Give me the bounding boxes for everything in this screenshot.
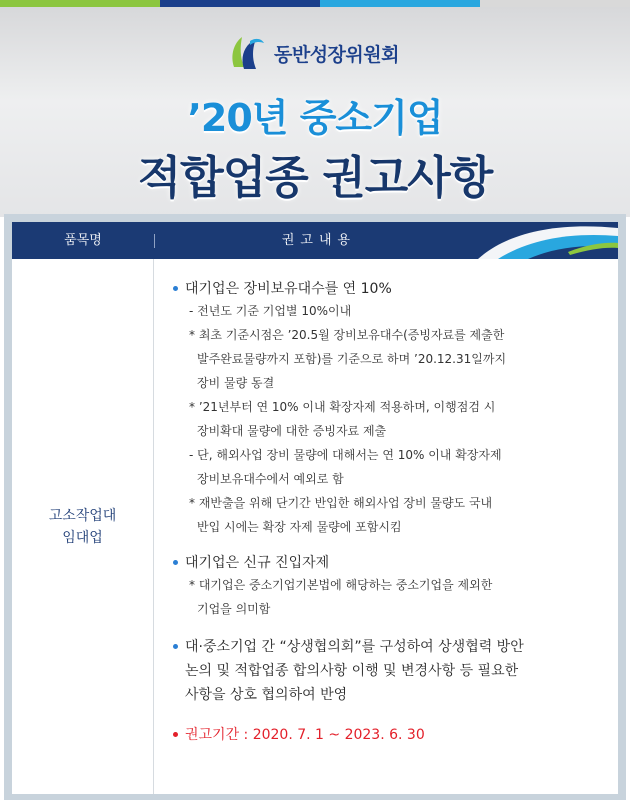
bullet-expansion-limit: 대기업은 장비보유대수를 연 10% (173, 279, 618, 299)
sub-note: - 전년도 기준 기업별 10%이내 (189, 304, 352, 318)
hero-banner (0, 7, 630, 217)
sub-note: 장비 물량 동결 (197, 376, 275, 390)
content-frame (4, 214, 626, 800)
bullet-new-entry: 대기업은 신규 진입자제 (173, 553, 618, 573)
recommendation-period: 권고기간 : 2020. 7. 1 ~ 2023. 6. 30 (173, 725, 618, 745)
bullet-council-line: 사항을 상호 협의하여 반영 (185, 687, 348, 703)
recommendation-table (12, 222, 618, 794)
table-header (12, 222, 618, 259)
org-logo (226, 31, 399, 75)
sub-note: * 재반출을 위해 단기간 반입한 해외사업 장비 물량도 국내 (189, 496, 493, 510)
sub-note: 장비확대 물량에 대한 증빙자료 제출 (197, 424, 387, 438)
header-item-name: 품목명 (64, 233, 102, 248)
recommendation-content-cell (155, 259, 618, 794)
sub-note: 반입 시에는 확장 자제 물량에 포함시킴 (197, 520, 402, 534)
bullet-council-line: 논의 및 적합업종 합의사항 이행 및 변경사항 등 필요한 (185, 663, 519, 679)
sub-note: 기업을 의미함 (197, 602, 271, 616)
sub-note: * 최초 기준시점은 ’20.5월 장비보유대수(증빙자료를 제출한 (189, 328, 505, 342)
sub-note: * ’21년부터 연 10% 이내 확장자제 적용하며, 이행점검 시 (189, 400, 496, 414)
header-content: 권고내용 (281, 233, 357, 248)
sub-note: 발주완료물량까지 포함)를 기준으로 하며 ’20.12.31일까지 (197, 352, 507, 366)
item-name-line1: 고소작업대 (48, 507, 117, 524)
item-name-cell (12, 259, 154, 794)
strip-gray (480, 0, 630, 7)
title-recommendation: 적합업종 권고사항 (137, 151, 493, 204)
sub-note: * 대기업은 중소기업기본법에 해당하는 중소기업을 제외한 (189, 578, 493, 592)
strip-navy (160, 0, 320, 7)
org-name: 동반성장위원회 (274, 43, 399, 66)
sub-note: 장비보유대수에서 예외로 함 (197, 472, 344, 486)
sub-note: - 단, 해외사업 장비 물량에 대해서는 연 10% 이내 확장자제 (189, 448, 502, 462)
title-year-sme: ’20년 중소기업 (187, 96, 443, 140)
wave-decoration-icon (458, 222, 618, 259)
bullet-council-line: 대·중소기업 간 “상생협의회”를 구성하여 상생협력 방안 (173, 635, 618, 659)
kcgp-leaf-logo-icon (226, 33, 266, 73)
item-name-line2: 임대업 (62, 529, 103, 546)
top-color-strip (0, 0, 630, 7)
strip-green (0, 0, 160, 7)
strip-blue (320, 0, 480, 7)
